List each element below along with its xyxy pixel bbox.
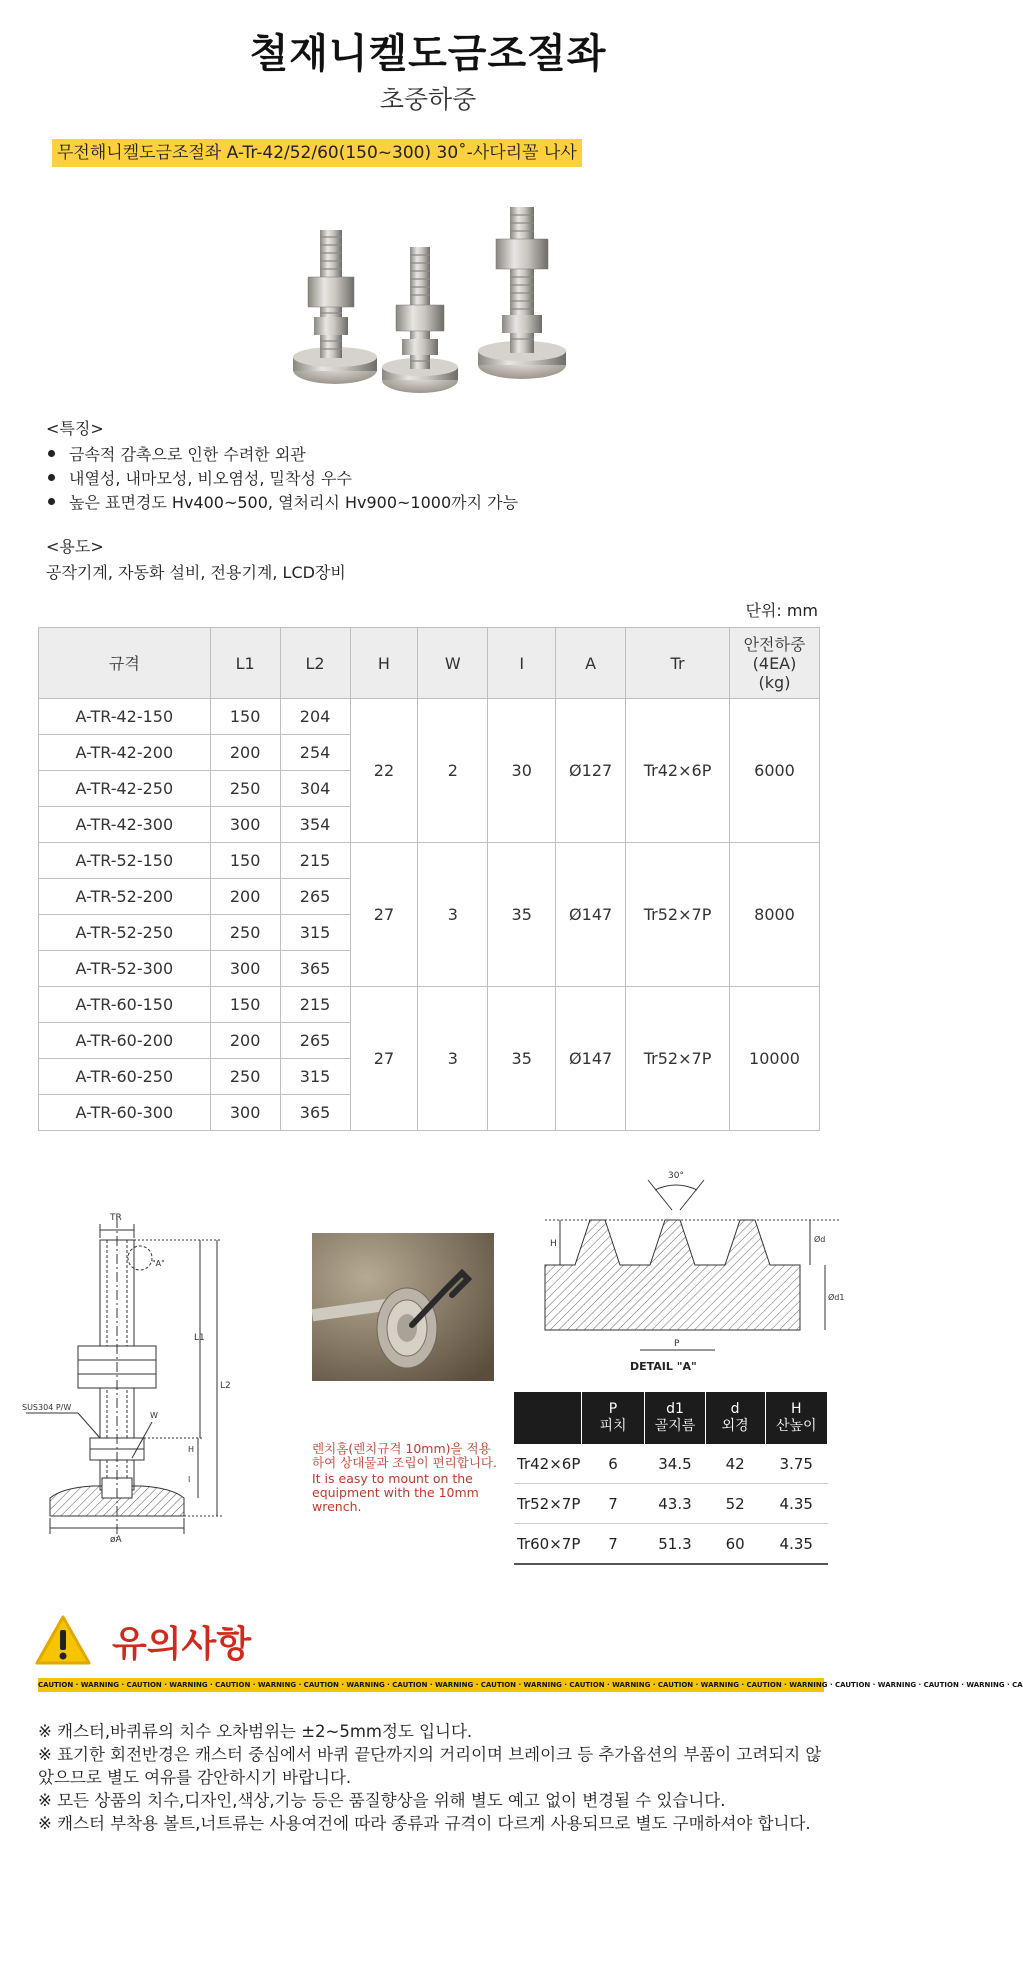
pitch-cell: 7	[581, 1484, 644, 1524]
caution-tape: CAUTION · WARNING · CAUTION · WARNING · CAUTION · WARNING · CAUTION · WARNING · CAUTION · WARNING · CAUTION · WARNING · CAUTION · WARNING · CAUTION · WARNING · CAUTION · WARNING · CAUTION · WARNING · CAUTION · WARNING · CA	[38, 1678, 824, 1692]
table-cell-merged: 10000	[730, 987, 820, 1131]
pitch-header-sym: P	[608, 1401, 618, 1417]
table-cell-merged: 27	[350, 987, 418, 1131]
table-cell-merged: Tr52×7P	[626, 843, 730, 987]
detail-caption: DETAIL "A"	[630, 1360, 697, 1373]
pitch-header-name: 골지름	[654, 1418, 696, 1434]
table-cell: A-TR-52-150	[39, 843, 211, 879]
detail-h: H	[550, 1239, 557, 1249]
table-cell: 300	[210, 951, 280, 987]
spec-header: Tr	[626, 628, 730, 699]
page-title: 철재니켈도금조절좌	[249, 31, 607, 77]
table-cell: 265	[280, 1023, 350, 1059]
load-header-line: 안전하중	[743, 634, 806, 654]
product-photo	[290, 205, 570, 405]
table-cell: 315	[280, 915, 350, 951]
table-cell-merged: Ø147	[556, 843, 626, 987]
caution-note: ※ 표기한 회전반경은 캐스터 중심에서 바퀴 끝단까지의 거리이며 브레이크 등 추가옵션의 부품이 고려되지 않았으므로 별도 여유를 감안하시기 바랍니다.	[38, 1745, 822, 1787]
caution-note: ※ 모든 상품의 치수,디자인,색상,기능 등은 품질향상을 위해 별도 예고 없이 변경될 수 있습니다.	[38, 1791, 726, 1810]
pitch-cell: 60	[705, 1524, 765, 1565]
pitch-cell: Tr42×6P	[514, 1444, 581, 1484]
load-header-line: (kg)	[758, 672, 791, 692]
caution-title: 유의사항	[112, 1624, 252, 1665]
table-cell: 215	[280, 843, 350, 879]
table-cell-merged: Tr42×6P	[626, 699, 730, 843]
table-cell: A-TR-52-300	[39, 951, 211, 987]
features-title: <특징>	[46, 419, 104, 438]
table-cell: 250	[210, 1059, 280, 1095]
spec-header: A	[556, 628, 626, 699]
detail-d1: Ød1	[828, 1293, 845, 1302]
table-cell: A-TR-42-150	[39, 699, 211, 735]
pitch-header	[581, 1392, 644, 1444]
table-cell: 300	[210, 1095, 280, 1131]
pitch-cell: 7	[581, 1524, 644, 1565]
feature-text: 금속적 감촉으로 인한 수려한 외관	[69, 445, 306, 464]
table-cell: 300	[210, 807, 280, 843]
dimension-diagram	[22, 1198, 242, 1550]
table-cell: 215	[280, 987, 350, 1023]
table-cell: 150	[210, 843, 280, 879]
load-header-line: (4EA)	[752, 653, 797, 673]
pitch-cell: 42	[705, 1444, 765, 1484]
table-cell: 150	[210, 699, 280, 735]
label-tr: TR	[110, 1213, 122, 1223]
pitch-header	[765, 1392, 827, 1444]
spec-header: I	[488, 628, 556, 699]
label-h: H	[188, 1445, 195, 1454]
label-l2: L2	[220, 1381, 231, 1391]
spec-header: 규격	[39, 628, 211, 699]
table-cell-merged: Ø147	[556, 987, 626, 1131]
label-i: I	[188, 1475, 191, 1484]
table-cell-merged: 3	[418, 987, 488, 1131]
warning-icon	[34, 1614, 92, 1666]
table-cell: A-TR-42-300	[39, 807, 211, 843]
wrench-photo	[312, 1233, 494, 1381]
table-cell: 304	[280, 771, 350, 807]
product-highlight: 무전해니켈도금조절좌 A-Tr-42/52/60(150~300) 30˚-사다리꼴 나사	[52, 139, 582, 167]
spec-header: H	[350, 628, 418, 699]
detail-d: Ød	[814, 1235, 826, 1244]
feature-item	[48, 466, 352, 489]
unit-label: 단위: mm	[745, 601, 818, 620]
pitch-header	[705, 1392, 765, 1444]
spec-header: L1	[210, 628, 280, 699]
thread-pitch-table	[514, 1392, 828, 1565]
table-cell: A-TR-60-150	[39, 987, 211, 1023]
spec-header: L2	[280, 628, 350, 699]
label-l1: L1	[194, 1333, 205, 1343]
feature-text: 내열성, 내마모성, 비오염성, 밀착성 우수	[69, 469, 352, 488]
feature-item	[48, 490, 518, 513]
table-cell: A-TR-52-200	[39, 879, 211, 915]
caution-notes	[38, 1720, 828, 1835]
table-row	[39, 843, 820, 879]
table-cell-merged: Tr52×7P	[626, 987, 730, 1131]
pitch-header-name: 외경	[721, 1418, 749, 1434]
pitch-header-sym: H	[790, 1401, 802, 1417]
table-cell: 204	[280, 699, 350, 735]
table-cell: 254	[280, 735, 350, 771]
detail-p: P	[674, 1339, 680, 1349]
table-cell: A-TR-60-250	[39, 1059, 211, 1095]
pitch-cell: 6	[581, 1444, 644, 1484]
table-cell: 315	[280, 1059, 350, 1095]
table-cell: A-TR-60-200	[39, 1023, 211, 1059]
spec-table-body	[39, 699, 820, 1131]
table-cell: 365	[280, 1095, 350, 1131]
caution-note: ※ 캐스터 부착용 볼트,너트류는 사용여건에 따라 종류과 규격이 다르게 사용되므로 별도 구매하셔야 합니다.	[38, 1814, 811, 1833]
table-row	[39, 699, 820, 735]
pitch-header-name: 피치	[599, 1418, 627, 1434]
table-cell: 354	[280, 807, 350, 843]
pitch-cell: 52	[705, 1484, 765, 1524]
table-cell-merged: 35	[488, 843, 556, 987]
pitch-cell: 43.3	[645, 1484, 706, 1524]
pitch-header-sym: d1	[666, 1401, 684, 1417]
thread-detail-diagram	[540, 1170, 845, 1380]
caution-note: ※ 캐스터,바퀴류의 치수 오차범위는 ±2~5mm정도 입니다.	[38, 1722, 473, 1741]
wrench-note	[312, 1442, 502, 1514]
label-sus: SUS304 P/W	[22, 1403, 72, 1412]
pitch-cell: 4.35	[765, 1524, 827, 1565]
feature-text: 높은 표면경도 Hv400~500, 열처리시 Hv900~1000까지 가능	[69, 493, 519, 512]
pitch-cell: 4.35	[765, 1484, 827, 1524]
usage-text: 공작기계, 자동화 설비, 전용기계, LCD장비	[46, 563, 346, 582]
label-a: "A"	[152, 1259, 165, 1268]
table-cell: 200	[210, 1023, 280, 1059]
pitch-header-name: 산높이	[775, 1418, 817, 1434]
pitch-cell: Tr52×7P	[514, 1484, 581, 1524]
pitch-row	[514, 1484, 828, 1524]
table-cell: 265	[280, 879, 350, 915]
wrench-note-ko: 렌치홈(렌치규격 10mm)을 적용하여 상대물과 조립이 편리합니다.	[312, 1441, 497, 1470]
pitch-row	[514, 1444, 828, 1484]
pitch-cell: 51.3	[645, 1524, 706, 1565]
pitch-cell: 3.75	[765, 1444, 827, 1484]
table-cell-merged: Ø127	[556, 699, 626, 843]
table-cell: A-TR-42-250	[39, 771, 211, 807]
bullet-icon	[48, 498, 55, 505]
table-cell: 200	[210, 879, 280, 915]
label-phia: øA	[110, 1535, 122, 1545]
bullet-icon	[48, 450, 55, 457]
table-cell: A-TR-60-300	[39, 1095, 211, 1131]
table-cell-merged: 35	[488, 987, 556, 1131]
wrench-note-en: It is easy to mount on the equipment with the 10mm wrench.	[312, 1471, 479, 1514]
spec-header: W	[418, 628, 488, 699]
usage-title: <용도>	[46, 537, 104, 556]
table-cell-merged: 30	[488, 699, 556, 843]
label-w: W	[150, 1411, 158, 1420]
pitch-header	[645, 1392, 706, 1444]
table-cell: A-TR-52-250	[39, 915, 211, 951]
table-cell: 150	[210, 987, 280, 1023]
pitch-cell: Tr60×7P	[514, 1524, 581, 1565]
table-cell-merged: 3	[418, 843, 488, 987]
bullet-icon	[48, 474, 55, 481]
spec-header-load	[730, 628, 820, 699]
table-cell-merged: 27	[350, 843, 418, 987]
table-cell-merged: 22	[350, 699, 418, 843]
table-row	[39, 987, 820, 1023]
table-cell: 250	[210, 771, 280, 807]
table-cell-merged: 2	[418, 699, 488, 843]
table-cell-merged: 8000	[730, 843, 820, 987]
pitch-cell: 34.5	[645, 1444, 706, 1484]
spec-table	[38, 627, 820, 1131]
page-subtitle: 초중하중	[379, 85, 477, 114]
detail-angle: 30°	[668, 1171, 684, 1181]
table-cell-merged: 6000	[730, 699, 820, 843]
table-cell: 250	[210, 915, 280, 951]
pitch-header-sym: d	[730, 1401, 740, 1417]
pitch-header-blank	[514, 1392, 581, 1444]
feature-item	[48, 442, 306, 465]
table-cell: 200	[210, 735, 280, 771]
pitch-row	[514, 1524, 828, 1565]
table-cell: A-TR-42-200	[39, 735, 211, 771]
table-cell: 365	[280, 951, 350, 987]
